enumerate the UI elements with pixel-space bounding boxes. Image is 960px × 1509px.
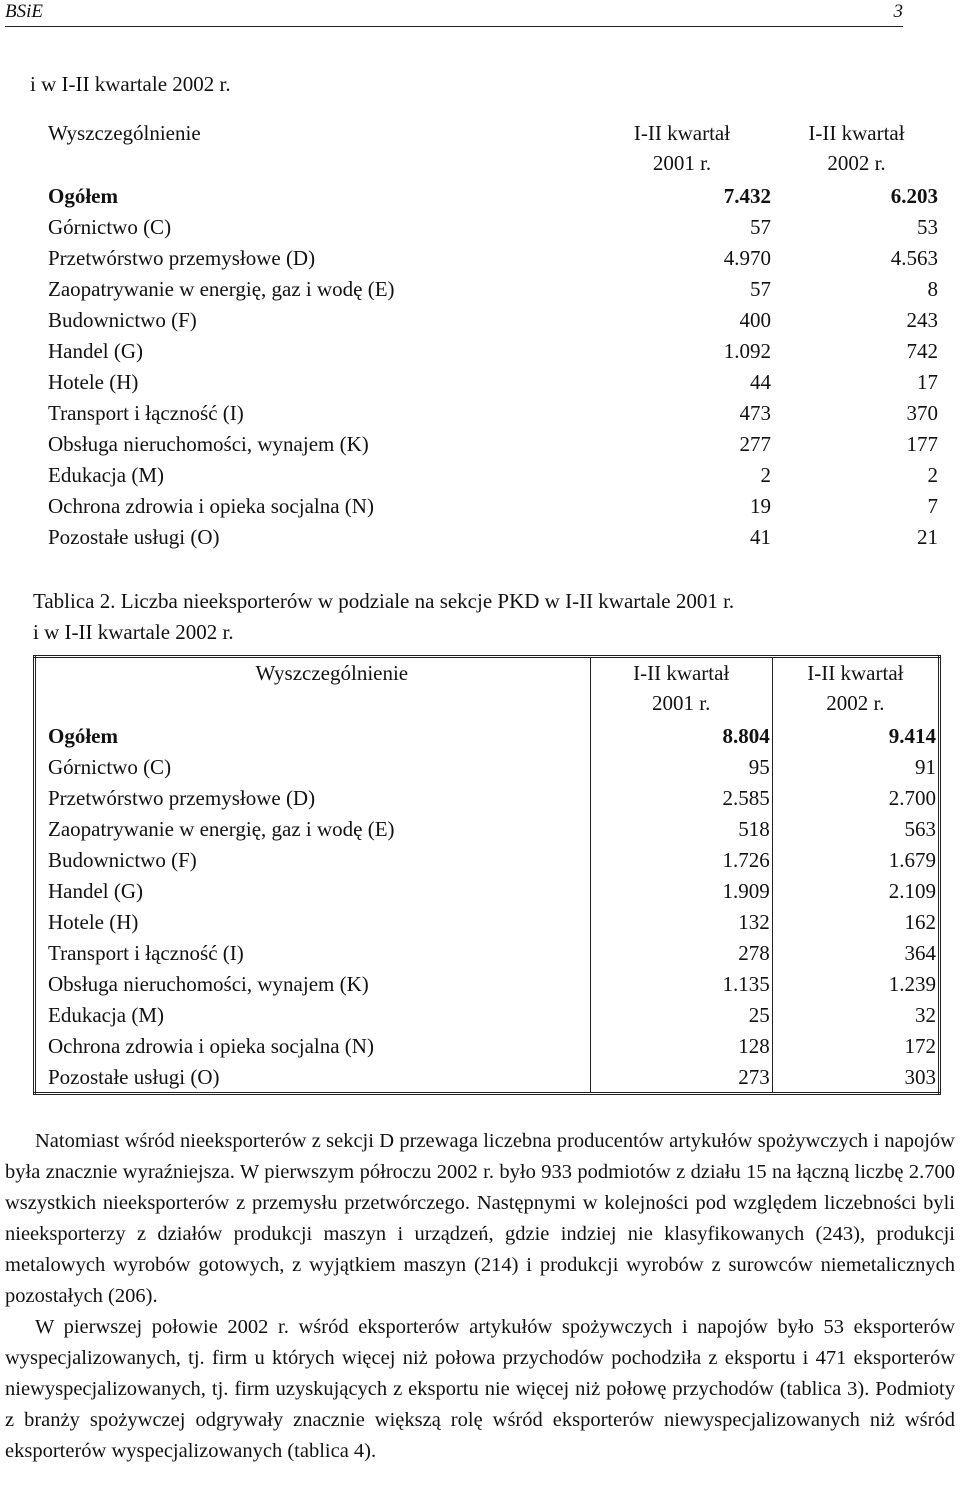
table-row bbox=[35, 751, 940, 782]
value-2002: 364 bbox=[772, 937, 939, 968]
table-row bbox=[36, 397, 940, 428]
table-row bbox=[35, 968, 940, 999]
row-label: Ochrona zdrowia i opieka socjalna (N) bbox=[48, 494, 374, 518]
table-row bbox=[35, 844, 940, 875]
value-2002: 2.700 bbox=[772, 782, 939, 813]
table-row bbox=[35, 875, 940, 906]
column-header-2001 bbox=[590, 657, 772, 721]
header-line: 2001 r. bbox=[652, 691, 711, 715]
table-row bbox=[36, 273, 940, 304]
table-exporters bbox=[36, 118, 940, 552]
table-row bbox=[35, 1061, 940, 1094]
row-label: Górnictwo (C) bbox=[35, 751, 591, 782]
value-2002: 17 bbox=[917, 370, 938, 394]
value-2002: 243 bbox=[906, 308, 938, 332]
table-row bbox=[36, 428, 940, 459]
body-text bbox=[5, 1126, 955, 1467]
row-label: Pozostałe usługi (O) bbox=[35, 1061, 591, 1094]
table-row bbox=[36, 242, 940, 273]
row-label: Przetwórstwo przemysłowe (D) bbox=[35, 782, 591, 813]
table-row bbox=[36, 180, 940, 211]
value-2001: 518 bbox=[590, 813, 772, 844]
value-2001: 473 bbox=[739, 401, 771, 425]
header-line: 2002 r. bbox=[826, 691, 885, 715]
value-2001: 7.432 bbox=[723, 184, 771, 208]
value-2001: 400 bbox=[739, 308, 771, 332]
table-row bbox=[35, 937, 940, 968]
value-2001: 128 bbox=[590, 1030, 772, 1061]
table-header-row bbox=[35, 657, 940, 721]
value-2002: 8 bbox=[927, 277, 938, 301]
row-label: Handel (G) bbox=[35, 875, 591, 906]
value-2001: 278 bbox=[590, 937, 772, 968]
header-line: I-II kwartał bbox=[633, 121, 731, 145]
table-row bbox=[36, 211, 940, 242]
value-2001: 25 bbox=[590, 999, 772, 1030]
value-2001: 44 bbox=[750, 370, 771, 394]
table-row bbox=[35, 999, 940, 1030]
value-2002: 32 bbox=[772, 999, 939, 1030]
value-2002: 177 bbox=[906, 432, 938, 456]
value-2001: 132 bbox=[590, 906, 772, 937]
value-2001: 273 bbox=[590, 1061, 772, 1094]
header-line: I-II kwartał bbox=[807, 661, 904, 685]
paragraph bbox=[5, 1312, 955, 1467]
value-2001: 1.726 bbox=[590, 844, 772, 875]
paragraph bbox=[5, 1126, 955, 1312]
column-header-2002 bbox=[772, 657, 939, 721]
table-row bbox=[36, 490, 940, 521]
running-header bbox=[5, 0, 903, 27]
row-label: Hotele (H) bbox=[35, 906, 591, 937]
column-header-label bbox=[35, 657, 591, 721]
row-label: Ogółem bbox=[48, 184, 118, 208]
value-2001: 2 bbox=[760, 463, 771, 487]
table-row bbox=[36, 335, 940, 366]
value-2001: 57 bbox=[750, 215, 771, 239]
header-text: Wyszczególnienie bbox=[255, 661, 409, 685]
row-label: Edukacja (M) bbox=[48, 463, 165, 487]
row-label: Transport i łączność (I) bbox=[35, 937, 591, 968]
table-row bbox=[35, 720, 940, 751]
row-label: Budownictwo (F) bbox=[35, 844, 591, 875]
table-row bbox=[36, 521, 940, 552]
value-2002: 9.414 bbox=[772, 720, 939, 751]
column-header-label bbox=[36, 118, 591, 180]
value-2002: 2 bbox=[927, 463, 938, 487]
table-row bbox=[35, 906, 940, 937]
value-2001: 2.585 bbox=[590, 782, 772, 813]
header-line: I-II kwartał bbox=[808, 121, 905, 145]
header-line: 2001 r. bbox=[652, 151, 712, 175]
value-2001: 1.092 bbox=[723, 339, 771, 363]
value-2002: 91 bbox=[772, 751, 939, 782]
row-label: Obsługa nieruchomości, wynajem (K) bbox=[35, 968, 591, 999]
value-2002: 21 bbox=[917, 525, 938, 549]
value-2001: 1.135 bbox=[590, 968, 772, 999]
row-label: Obsługa nieruchomości, wynajem (K) bbox=[48, 432, 369, 456]
value-2002: 7 bbox=[927, 494, 938, 518]
column-header-2001 bbox=[591, 118, 773, 180]
row-label: Hotele (H) bbox=[48, 370, 139, 394]
value-2002: 162 bbox=[772, 906, 939, 937]
value-2002: 172 bbox=[772, 1030, 939, 1061]
value-2001: 57 bbox=[750, 277, 771, 301]
value-2002: 4.563 bbox=[890, 246, 938, 270]
table-header-row bbox=[36, 118, 940, 180]
column-header-2002 bbox=[773, 118, 940, 180]
value-2001: 8.804 bbox=[590, 720, 772, 751]
row-label: Zaopatrywanie w energię, gaz i wodę (E) bbox=[48, 277, 395, 301]
header-line: I-II kwartał bbox=[633, 661, 730, 685]
table1-caption-fragment: i w I-II kwartale 2002 r. bbox=[30, 72, 231, 96]
value-2001: 95 bbox=[590, 751, 772, 782]
row-label: Pozostałe usługi (O) bbox=[48, 525, 220, 549]
row-label: Górnictwo (C) bbox=[48, 215, 172, 239]
row-label: Zaopatrywanie w energię, gaz i wodę (E) bbox=[35, 813, 591, 844]
value-2001: 19 bbox=[750, 494, 771, 518]
value-2001: 41 bbox=[750, 525, 771, 549]
table2-caption-line2: i w I-II kwartale 2002 r. bbox=[33, 620, 234, 644]
paragraph-text: W pierwszej połowie 2002 r. wśród eksporterów artykułów spożywczych i napojów było 53 eksporterów wyspecjalizowanych, tj. firm u których więcej niż połowa przychodów pochodziła z eksportu i 471 eksporterów niewyspecjalizowanych, tj. firm uzyskujących z eksportu nie więcej niż połowę przychodów (tablica 3). Podmioty z branży spożywczej odgrywały znacznie większą rolę wśród eksporterów niewyspecjalizowanych niż wśród eksporterów wyspecjalizowanych (tablica 4). bbox=[5, 1316, 955, 1462]
table-non-exporters bbox=[33, 655, 941, 1095]
value-2002: 563 bbox=[772, 813, 939, 844]
value-2002: 1.679 bbox=[772, 844, 939, 875]
header-page-number: 3 bbox=[893, 1, 903, 22]
table2-caption-line1: Tablica 2. Liczba nieeksporterów w podziale na sekcje PKD w I-II kwartale 2001 r. bbox=[33, 589, 735, 613]
row-label: Edukacja (M) bbox=[35, 999, 591, 1030]
value-2002: 53 bbox=[917, 215, 938, 239]
value-2001: 277 bbox=[739, 432, 771, 456]
table-row bbox=[36, 304, 940, 335]
value-2002: 6.203 bbox=[890, 184, 938, 208]
value-2002: 370 bbox=[906, 401, 938, 425]
value-2002: 1.239 bbox=[772, 968, 939, 999]
value-2002: 2.109 bbox=[772, 875, 939, 906]
table-row bbox=[35, 813, 940, 844]
value-2002: 303 bbox=[772, 1061, 939, 1094]
header-publication: BSiE bbox=[5, 1, 43, 22]
header-text: Wyszczególnienie bbox=[48, 121, 201, 145]
row-label: Handel (G) bbox=[48, 339, 144, 363]
table-row bbox=[36, 459, 940, 490]
row-label: Ogółem bbox=[35, 720, 591, 751]
table-row bbox=[36, 366, 940, 397]
row-label: Budownictwo (F) bbox=[48, 308, 197, 332]
value-2002: 742 bbox=[906, 339, 938, 363]
header-line: 2002 r. bbox=[827, 151, 886, 175]
table-row bbox=[35, 782, 940, 813]
value-2001: 1.909 bbox=[590, 875, 772, 906]
value-2001: 4.970 bbox=[723, 246, 771, 270]
row-label: Ochrona zdrowia i opieka socjalna (N) bbox=[35, 1030, 591, 1061]
table-row bbox=[35, 1030, 940, 1061]
paragraph-text: Natomiast wśród nieeksporterów z sekcji D przewaga liczebna producentów artykułów spożywczych i napojów była znacznie wyraźniejsza. W pierwszym półroczu 2002 r. było 933 podmiotów z działu 15 na łączną liczbę 2.700 wszystkich nieeksporterów z przemysłu przetwórczego. Następnymi w kolejności pod względem liczebności byli nieeksporterzy z działów produkcji maszyn i urządzeń, gdzie indziej nie klasyfikowanych (243), produkcji metalowych wyrobów gotowych, z wyjątkiem maszyn (214) i produkcji wyrobów z surowców niemetalicznych pozostałych (206). bbox=[5, 1130, 955, 1307]
row-label: Transport i łączność (I) bbox=[48, 401, 244, 425]
row-label: Przetwórstwo przemysłowe (D) bbox=[48, 246, 316, 270]
